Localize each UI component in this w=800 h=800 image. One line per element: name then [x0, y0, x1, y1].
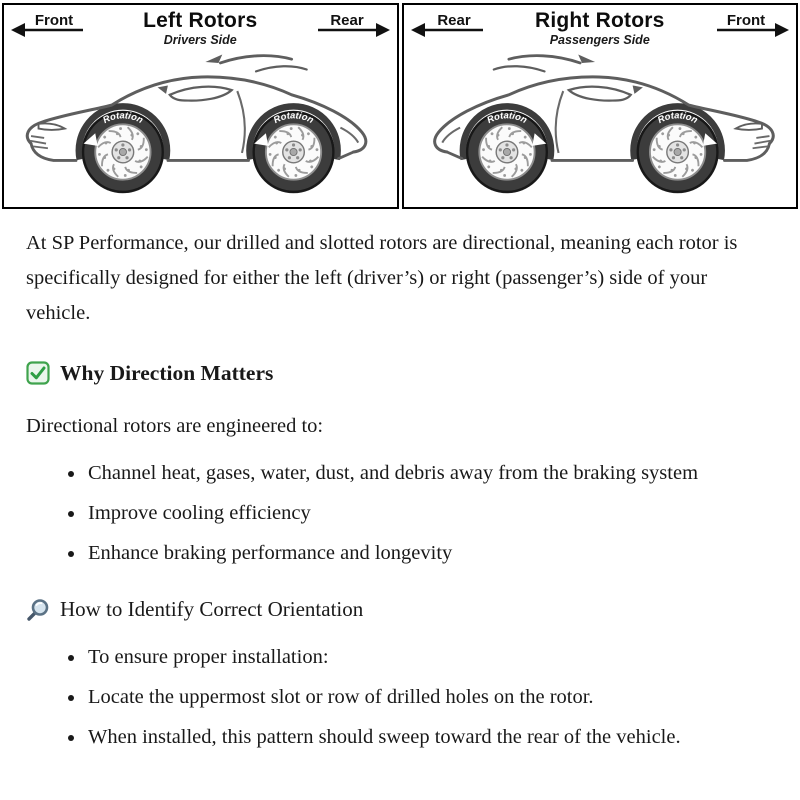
front-arrow-icon: [9, 10, 89, 38]
orientation-list: [26, 640, 766, 755]
panel-subtitle: Passengers Side: [549, 33, 650, 48]
list-item: • Improve cooling efficiency: [86, 496, 766, 531]
lead-text: Directional rotors are engineered to:: [26, 415, 324, 438]
heading-text: How to Identify Correct Orientation: [60, 597, 364, 622]
green-check-icon: [26, 361, 50, 385]
panel-title: Left Rotors: [143, 9, 258, 32]
left-rotors-panel: [2, 3, 399, 209]
right-rotors-panel: [402, 3, 799, 209]
section-heading-why-direction-matters: [26, 355, 766, 392]
front-arrow-icon: [711, 10, 791, 38]
rotation-label: Rotation: [484, 110, 529, 126]
front-label: Front: [34, 12, 74, 29]
list-item: • To ensure proper installation:: [86, 640, 766, 675]
left-panel-titles: [89, 10, 312, 47]
rotation-label: Rotation: [101, 110, 145, 126]
section-heading-identify-orientation: [26, 592, 766, 628]
rotation-label: Rotation: [655, 110, 699, 126]
right-car-illustration: [404, 47, 797, 197]
list-item: • Enhance braking performance and longevity: [86, 536, 766, 571]
magnifier-icon: [26, 598, 50, 622]
rear-arrow-icon: [409, 10, 489, 38]
intro-paragraph: At SP Performance, our drilled and slotted rotors are directional, meaning each rotor is specifically designed for either the left (driver’s) or right (passenger’s) side of your vehicle.: [26, 232, 738, 324]
article: [0, 209, 800, 755]
list-item: • Channel heat, gases, water, dust, and debris away from the braking system: [86, 456, 766, 491]
list-item: • Locate the uppermost slot or row of drilled holes on the rotor.: [86, 680, 766, 715]
list-item: • When installed, this pattern should sweep toward the rear of the vehicle.: [86, 720, 766, 755]
heading-text: Why Direction Matters: [60, 360, 274, 385]
panel-title: Right Rotors: [534, 9, 665, 32]
left-panel-header: [4, 5, 397, 47]
rear-arrow-icon: [312, 10, 392, 38]
rotation-label: Rotation: [271, 110, 316, 126]
benefits-list: [26, 456, 766, 571]
rear-label: Rear: [436, 12, 471, 29]
right-panel-header: [404, 5, 797, 47]
rotor-direction-diagram: [0, 0, 800, 209]
panel-subtitle: Drivers Side: [163, 33, 237, 48]
right-panel-titles: [489, 10, 712, 47]
front-label: Front: [726, 12, 766, 29]
rear-label: Rear: [329, 12, 364, 29]
left-car-illustration: [4, 47, 397, 197]
